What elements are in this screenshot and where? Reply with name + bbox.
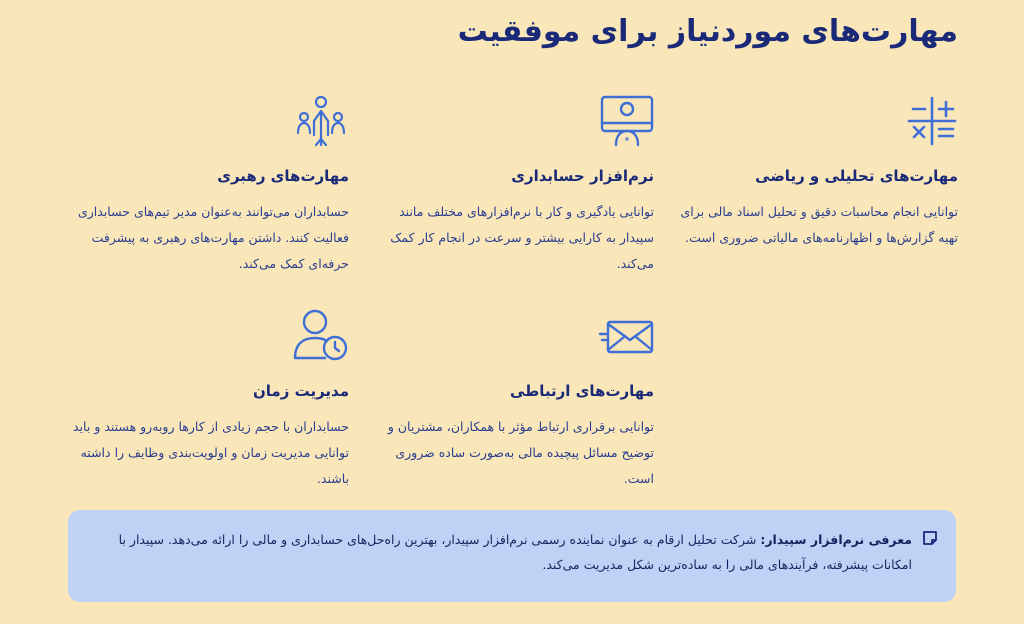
skill-title: نرم‌افزار حسابداری	[511, 167, 654, 185]
calculator-symbols-icon	[906, 95, 958, 151]
envelope-icon	[598, 320, 654, 360]
sepidar-note-box	[68, 510, 956, 602]
skill-description: حسابداران می‌توانند به‌عنوان مدیر تیم‌های حسابداری فعالیت کنند. داشتن مهارت‌های رهبری به پیشرفت حرفه‌ای کمک می‌کند.	[77, 204, 349, 271]
note-body: شرکت تحلیل ارقام به عنوان نماینده رسمی نرم‌افزار سپیدار، بهترین راه‌حل‌های حسابداری و مالی را ارائه می‌دهد. سپیدار با امکانات پیشرفته، فرآیندهای مالی را به ساده‌ترین شکل مدیریت می‌کند.	[118, 532, 912, 572]
skill-title: مهارت‌های رهبری	[217, 167, 349, 185]
skill-title: مهارت‌های ارتباطی	[509, 382, 654, 400]
skill-description: توانایی یادگیری و کار با نرم‌افزارهای مختلف مانند سپیدار به کارایی بیشتر و سرعت در انجام کار کمک می‌کند.	[390, 204, 654, 271]
skill-description: توانایی انجام محاسبات دقیق و تحلیل اسناد مالی برای تهیه گزارش‌ها و اظهارنامه‌های مالیاتی ضروری است.	[680, 204, 958, 245]
team-leader-icon	[296, 95, 346, 153]
user-clock-icon	[293, 308, 349, 366]
page-title: مهارت‌های موردنیاز برای موفقیت	[457, 14, 958, 49]
skill-description: حسابداران با حجم زیادی از کارها روبه‌رو هستند و باید توانایی مدیریت زمان و اولویت‌بندی وظایف را داشته باشند.	[73, 419, 349, 486]
skill-title: مدیریت زمان	[252, 382, 349, 400]
skill-description: توانایی برقراری ارتباط مؤثر با همکاران، مشتریان و توضیح مسائل پیچیده مالی به‌صورت ساده ضروری است.	[387, 419, 654, 486]
skill-title: مهارت‌های تحلیلی و ریاضی	[755, 167, 958, 185]
note-label: معرفی نرم‌افزار سپیدار:	[760, 532, 912, 547]
note-icon	[922, 530, 938, 550]
note-text	[92, 527, 912, 577]
monitor-user-icon	[600, 95, 654, 151]
